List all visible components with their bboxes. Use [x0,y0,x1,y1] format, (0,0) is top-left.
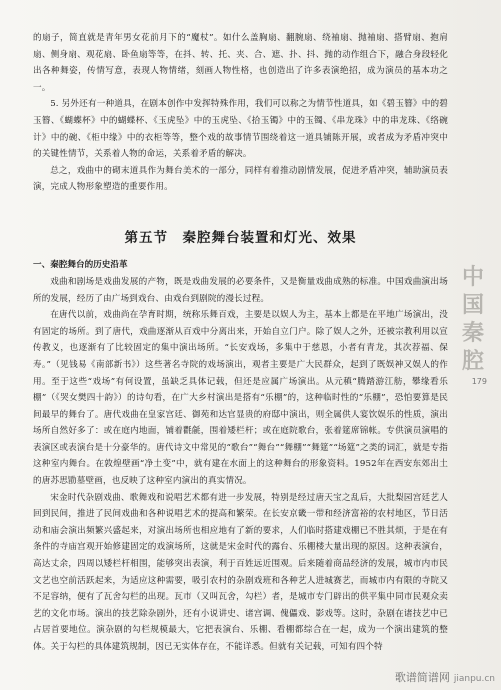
sidebar-char: 中 [461,264,484,290]
sidebar-char: 国 [461,292,484,318]
section-title: 第五节 秦腔舞台装置和灯光、效果 [124,229,357,246]
section-spacer [33,196,448,226]
sidebar-char: 秦 [461,320,484,346]
subheading: 一、秦腔舞台的历史沿革 [33,259,128,270]
page-number: 179 [471,377,487,386]
watermark-text: 歌谱简谱网 [394,671,450,684]
page-content [33,30,448,656]
paragraph-fan-skills: 的扇子，简直就是青年男女花前月下的“魔杖”。如什么盖胸扇、翻腕扇、绕袖扇、抛袖扇、搭臂扇、抱肩扇、侧身扇、观花扇、卧鱼扇等等，在抖、转、托、夹、合、遮、扑、抖、抛的动作组合下，融合身段轻化出各种舞姿，传情写意，表现人物情绪，刻画人物性格，也创造出了许多表演绝招，成为演员的基本功之一。 [33,33,448,93]
paragraph-tang-dynasty: 在唐代以前，戏曲尚在孕育时期，统称乐舞百戏，主要是以娱人为主，基本上都是在平地广场演出，没有固定的场所。到了唐代，戏曲逐渐从百戏中分离出来，开始自立门户。除了娱人之外，还被宗教利用以宣传教义，也逐渐有了比较固定的集中演出场所。“长安戏场，多集中于慈恩，小者有青龙，其次荐福、保寿。”（见钱易《南部新书》）这些著名寺院的戏场演出，观者主要是广大民群众，起到了既娱神又娱人的作用。至于这些“戏场”有何设置，虽缺乏具体记载，但还是应属广场演出。从元稹“腾踏游江舫，攀缘看乐棚”（《哭女樊四十韵》）的诗句看，在广大乡村演出是搭有“乐棚”的，这种临时性的“乐棚”，恐怕要算是民间最早的舞台了。唐代戏曲在皇家宫廷、御苑和达官显贵的府邸中演出，则全属供人宴饮娱乐的性质，演出场所自然好多了：或在庭内地面，铺着氍毹，围着矮栏杆；或在庭院歌台，张着筵席锦帐。专供演员演唱的表演区或表演台是十分豪华的。唐代诗文中常见的“歌台”“舞台”“舞棚”“舞筵”“场筵”之类的词汇，就是专指这种室内舞台。在敦煌壁画“净土变”中，就有建在水面上的这种舞台的形象资料。1952年在西安东郊出土的唐苏思勖墓壁画，也反映了这种室内演出的真实情况。 [33,310,448,487]
sidebar-char: 腔 [461,348,484,374]
paragraph-theater-intro: 戏曲和剧场是戏曲发展的产物，既是戏曲发展的必要条件，又是衡量戏曲成熟的标准。中国戏曲演出场所的发展，经历了由广场到戏台、由戏台到剧院的漫长过程。 [33,276,448,304]
paragraph-plot-props: 5. 另外还有一种道具，在剧本创作中发挥特殊作用，我们可以称之为情节性道具，如《碧玉簪》中的碧玉簪、《蝴蝶杯》中的蝴蝶杯、《玉虎坠》中的玉虎坠、《拾玉镯》中的玉镯、《串龙珠》中的串龙珠、《络碗计》中的碗、《柜中缘》中的衣柜等等，整个戏的故事情节围绕着这一道具铺陈开展，或者成为矛盾冲突中的关键性情节，关系着人物的命运，关系着矛盾的解决。 [33,99,448,160]
paragraph-props-summary: 总之，戏曲中的砌末道具作为舞台美术的一部分，同样有着推动剧情发展，促进矛盾冲突，辅助演员表演，完成人物形象塑造的重要作用。 [33,165,448,193]
paragraph-song-jin: 宋金时代杂剧戏曲、歌舞戏和说唱艺术都有进一步发展，特别是经过唐天宝之乱后，大批梨园宫廷艺人回到民间，推进了民间戏曲和各种说唱艺术的提高和繁荣。在长安京畿一带和经济富裕的农村地区，节日活动和庙会演出频繁兴盛起来，对演出场所也相应地有了新的要求，人们临时搭建戏棚已不胜其烦，于是在有条件的寺庙宫观开始修建固定的戏演场所，这就是宋金时代的露台、乐棚楼大量出现的原因。这种表演台，高达丈余，四周以矮栏杆相围，能够突出表演，利于百姓远近围观。后来随着商品经济的发展，城市内市民文艺也空前活跃起来，为适应这种需要，吸引农村的杂剧戏班和各种艺人进城赛艺，而城市内有限的寺院又不足容纳，便有了瓦舍勾栏的出现。瓦市（又叫瓦舍，勾栏）者，是城市专门辟出的供平集中同市民观众卖艺的文化市场。演出的技艺除杂剧外，还有小说讲史、诸宫调、傀儡戏、影戏等。这时，杂剧在诸技艺中已占居首要地位。演杂剧的勾栏规模最大，它把表演台、乐棚、看棚都综合在一起，成为一个演出建筑的整体。关于勾栏的具体建筑规制，因已无实体存在，不能详悉。但就有关记载，可知有四个特 [33,492,448,652]
watermark [395,669,495,685]
watermark-url: jianpu.cn [453,674,495,684]
sidebar-book-title [455,263,491,375]
